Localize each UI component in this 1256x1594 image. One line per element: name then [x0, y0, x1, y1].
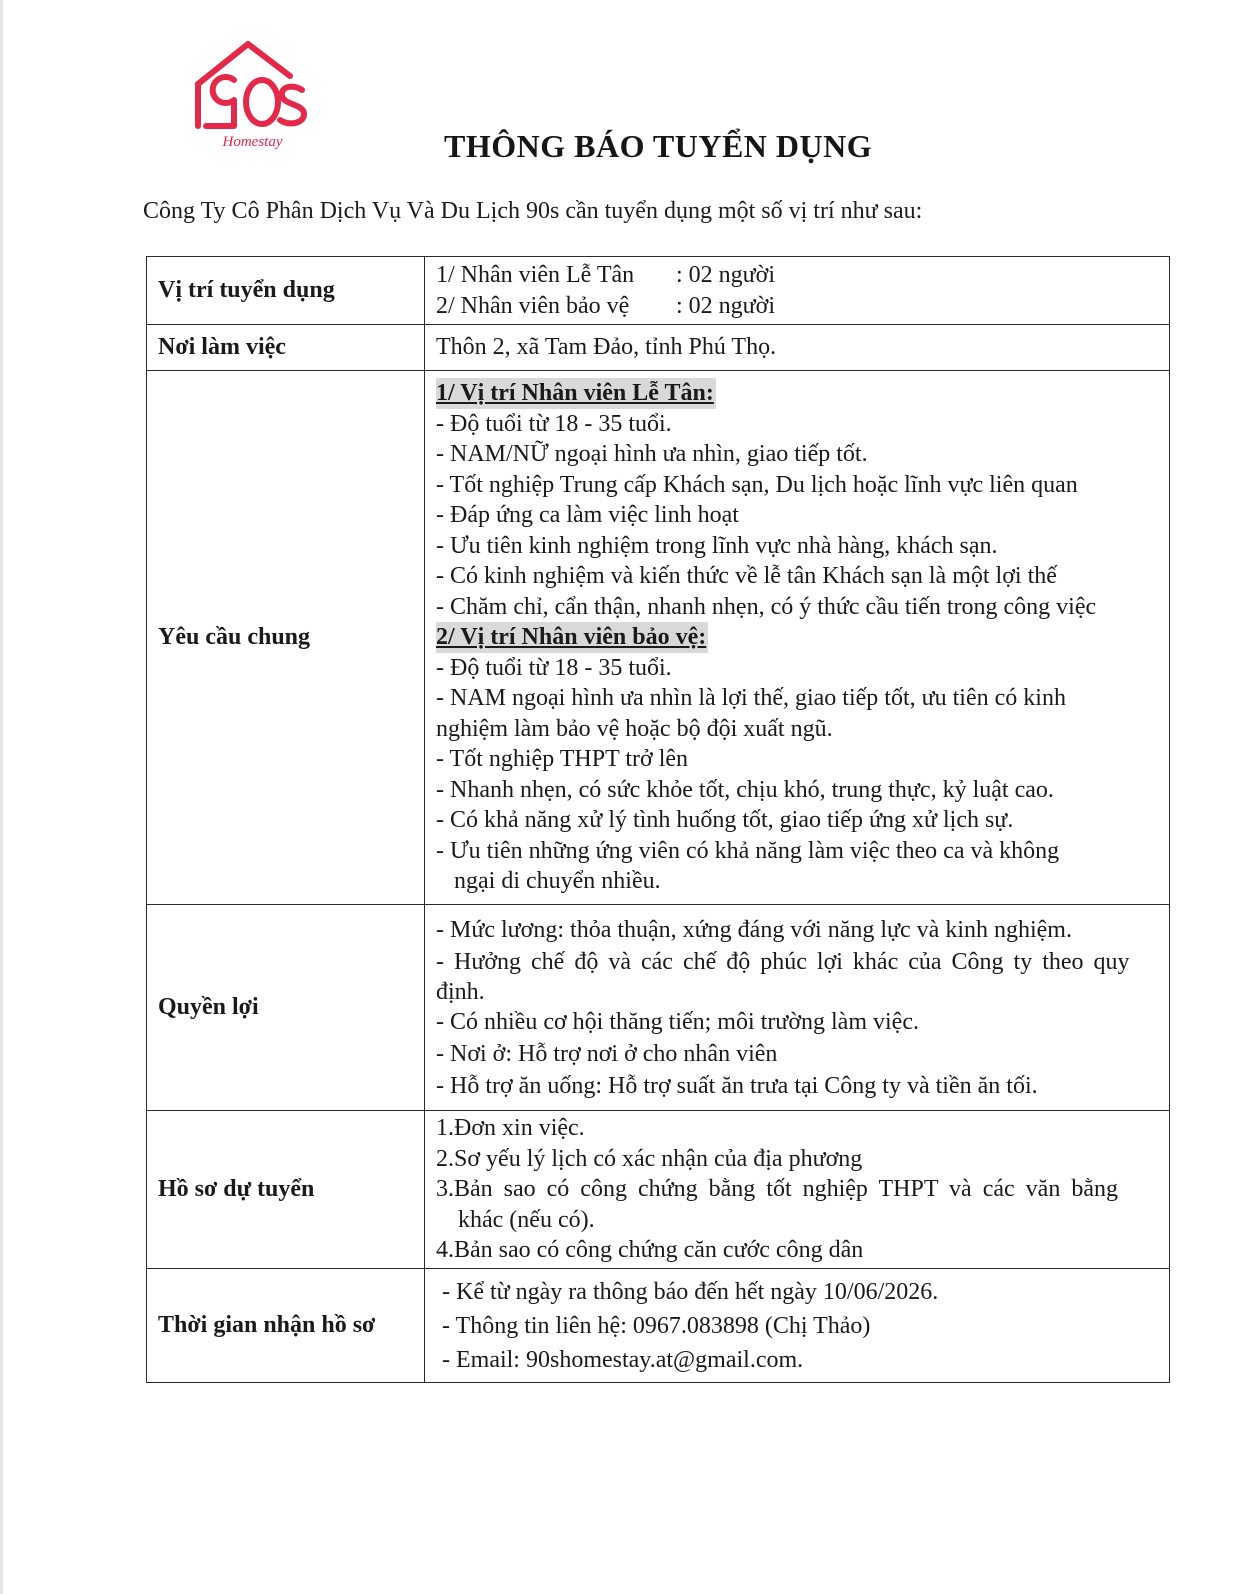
page-title: THÔNG BÁO TUYỂN DỤNG	[444, 128, 873, 164]
list-item: - Độ tuổi từ 18 - 35 tuổi.	[436, 654, 672, 681]
list-item: 2.Sơ yếu lý lịch có xác nhận của địa phương	[436, 1145, 863, 1172]
list-item: - Hỗ trợ ăn uống: Hỗ trợ suất ăn trưa tại Công ty và tiền ăn tối.	[436, 1072, 1038, 1099]
house-logo-icon	[190, 40, 315, 140]
list-item: - Tốt nghiệp THPT trở lên	[436, 746, 689, 773]
workplace-label: Nơi làm việc	[147, 325, 425, 371]
table-row	[147, 1269, 1170, 1383]
benefits-cell	[425, 905, 1170, 1111]
workplace-value: Thôn 2, xã Tam Đảo, tỉnh Phú Thọ.	[425, 325, 1170, 371]
list-item: - Có kinh nghiệm và kiến thức về lễ tân Khách sạn là một lợi thế	[436, 563, 1057, 590]
documents-label: Hồ sơ dự tuyển	[147, 1111, 425, 1269]
intro-text: Công Ty Cô Phân Dịch Vụ Và Du Lịch 90s cần tuyển dụng một số vị trí như sau:	[143, 198, 923, 224]
position-item	[436, 260, 1159, 291]
list-item: - Email: 90shomestay.at@gmail.com.	[442, 1346, 804, 1373]
page-edge	[0, 0, 3, 1594]
list-item: nghiệm làm bảo vệ hoặc bộ đội xuất ngũ.	[436, 715, 833, 742]
positions-label: Vị trí tuyển dụng	[147, 257, 425, 325]
list-item: - NAM/NỮ ngoại hình ưa nhìn, giao tiếp tốt.	[436, 441, 868, 468]
list-item: - Có nhiều cơ hội thăng tiến; môi trường làm việc.	[436, 1008, 919, 1035]
position-name: 2/ Nhân viên bảo vệ	[436, 292, 630, 319]
list-item: - Ưu tiên những ứng viên có khả năng làm việc theo ca và không	[436, 837, 1060, 864]
deadline-cell	[425, 1269, 1170, 1383]
table-row	[147, 371, 1170, 905]
list-item: - Đáp ứng ca làm việc linh hoạt	[436, 502, 739, 529]
list-item: ngại di chuyển nhiều.	[454, 868, 661, 895]
recruitment-table	[146, 256, 1170, 1383]
list-item: 4.Bản sao có công chứng căn cước công dân	[436, 1237, 864, 1264]
list-item: - Độ tuổi từ 18 - 35 tuổi.	[436, 410, 672, 437]
table-row	[147, 905, 1170, 1111]
position-name: 1/ Nhân viên Lễ Tân	[436, 262, 635, 288]
homestay-logo	[190, 40, 315, 158]
list-item: 3.Bản sao có công chứng bằng tốt nghiệp THPT và các văn bằng	[436, 1176, 1118, 1203]
list-item: - NAM ngoại hình ưa nhìn là lợi thế, giao tiếp tốt, ưu tiên có kinh	[436, 685, 1066, 712]
table-row	[147, 257, 1170, 325]
benefits-label: Quyền lợi	[147, 905, 425, 1111]
position-item	[436, 291, 1159, 322]
position-count: : 02 người	[676, 262, 776, 288]
list-item: 1.Đơn xin việc.	[436, 1115, 585, 1142]
list-item: - Tốt nghiệp Trung cấp Khách sạn, Du lịch hoặc lĩnh vực liên quan	[436, 471, 1078, 498]
list-item: - Hưởng chế độ và các chế độ phúc lợi khác của Công ty theo quy	[436, 948, 1130, 975]
logo-subtitle: Homestay	[222, 134, 283, 150]
section-heading: 2/ Vị trí Nhân viên bảo vệ:	[436, 622, 708, 653]
list-item: - Nhanh nhẹn, có sức khỏe tốt, chịu khó, trung thực, kỷ luật cao.	[436, 776, 1054, 803]
positions-cell	[425, 257, 1170, 325]
list-item: khác (nếu có).	[458, 1206, 595, 1233]
table-row	[147, 1111, 1170, 1269]
list-item: - Nơi ở: Hỗ trợ nơi ở cho nhân viên	[436, 1040, 778, 1067]
table-row	[147, 325, 1170, 371]
deadline-label: Thời gian nhận hồ sơ	[147, 1269, 425, 1383]
section-heading: 1/ Vị trí Nhân viên Lễ Tân:	[436, 378, 716, 409]
list-item: - Chăm chỉ, cẩn thận, nhanh nhẹn, có ý thức cầu tiến trong công việc	[436, 593, 1097, 620]
list-item: - Có khả năng xử lý tình huống tốt, giao tiếp ứng xử lịch sự.	[436, 807, 1014, 834]
position-count: : 02 người	[676, 292, 776, 319]
list-item: định.	[436, 978, 485, 1005]
list-item: - Thông tin liên hệ: 0967.083898 (Chị Thảo)	[442, 1312, 871, 1339]
list-item: - Mức lương: thỏa thuận, xứng đáng với năng lực và kinh nghiệm.	[436, 916, 1072, 943]
requirements-cell	[425, 371, 1170, 905]
requirements-label: Yêu cầu chung	[147, 371, 425, 905]
documents-cell	[425, 1111, 1170, 1269]
list-item: - Ưu tiên kinh nghiệm trong lĩnh vực nhà hàng, khách sạn.	[436, 532, 998, 559]
list-item: - Kể từ ngày ra thông báo đến hết ngày 10/06/2026.	[442, 1278, 939, 1305]
